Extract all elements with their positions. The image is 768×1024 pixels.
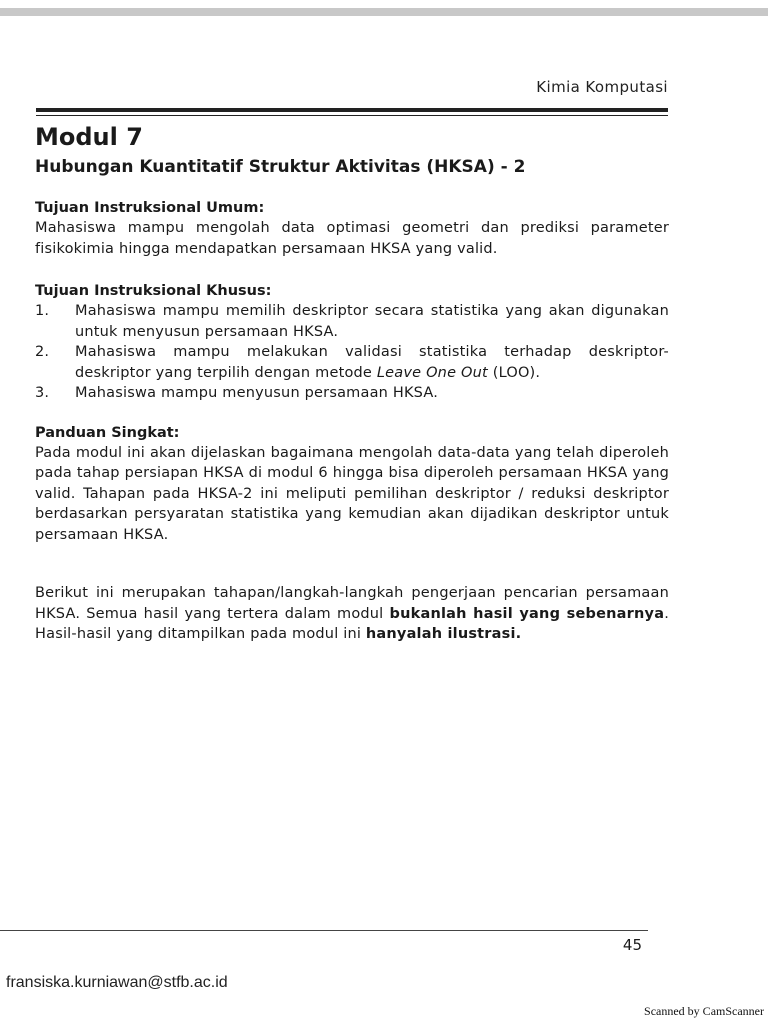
berikut-text bbox=[35, 583, 669, 645]
header-rule-thick bbox=[36, 108, 668, 112]
berikut-part-2: . Hasil-hasil yang ditampilkan pada modul ini bbox=[35, 605, 669, 642]
list-item-number: 3. bbox=[35, 385, 50, 401]
list-item-text: Mahasiswa mampu memilih deskriptor secara statistika yang akan digunakan untuk menyusun persamaan HKSA. bbox=[75, 303, 669, 340]
list-item-text-start: Mahasiswa mampu melakukan validasi statistika terhadap deskriptor-deskriptor yang terpilih dengan metode bbox=[75, 344, 669, 381]
section-tiu bbox=[35, 198, 669, 259]
panduan-heading: Panduan Singkat: bbox=[35, 424, 180, 441]
list-item-number: 2. bbox=[35, 344, 50, 360]
berikut-bold-1: bukanlah hasil yang sebenarnya bbox=[389, 605, 665, 622]
scanner-watermark: Scanned by CamScanner bbox=[644, 1004, 764, 1018]
running-header: Kimia Komputasi bbox=[536, 78, 668, 96]
section-panduan bbox=[35, 423, 669, 546]
author-email: fransiska.kurniawan@stfb.ac.id bbox=[6, 974, 228, 991]
list-item-text-end: (LOO). bbox=[487, 364, 541, 381]
list-item bbox=[35, 383, 669, 404]
berikut-part-1: Berikut ini merupakan tahapan/langkah-langkah pengerjaan pencarian persamaan HKSA. Semua hasil yang tertera dalam modul bbox=[35, 585, 669, 622]
list-item bbox=[35, 342, 669, 383]
page-content bbox=[35, 122, 669, 645]
page-number: 45 bbox=[622, 936, 642, 954]
tiu-text: Mahasiswa mampu mengolah data optimasi geometri dan prediksi parameter fisikokimia hingga mendapatkan persamaan HKSA yang valid. bbox=[35, 220, 669, 257]
footer-rule bbox=[0, 930, 648, 931]
scan-top-band bbox=[0, 8, 768, 16]
list-item-text-italic: Leave One Out bbox=[376, 364, 488, 381]
panduan-text: Pada modul ini akan dijelaskan bagaimana mengolah data-data yang telah diperoleh pada tahap persiapan HKSA di modul 6 hingga bisa diperoleh persamaan HKSA yang valid. Tahapan pada HKSA-2 ini meliputi pemilihan deskriptor / reduksi deskriptor berdasarkan persyaratan statistika yang kemudian akan dijadikan deskriptor untuk persamaan HKSA. bbox=[35, 444, 669, 543]
list-item-text: Mahasiswa mampu menyusun persamaan HKSA. bbox=[75, 385, 439, 401]
berikut-bold-2: hanyalah ilustrasi. bbox=[365, 626, 522, 642]
header-rule-thin bbox=[36, 115, 668, 116]
tik-heading: Tujuan Instruksional Khusus: bbox=[35, 283, 272, 299]
list-item bbox=[35, 301, 669, 342]
module-subtitle: Hubungan Kuantitatif Struktur Aktivitas (HKSA) - 2 bbox=[35, 157, 526, 177]
section-tik bbox=[35, 281, 669, 404]
tiu-heading: Tujuan Instruksional Umum: bbox=[35, 200, 265, 216]
list-item-text bbox=[75, 342, 669, 383]
list-item-number: 1. bbox=[35, 303, 50, 319]
module-title: Modul 7 bbox=[35, 123, 143, 151]
section-berikut bbox=[35, 583, 669, 645]
tik-list bbox=[35, 301, 669, 404]
